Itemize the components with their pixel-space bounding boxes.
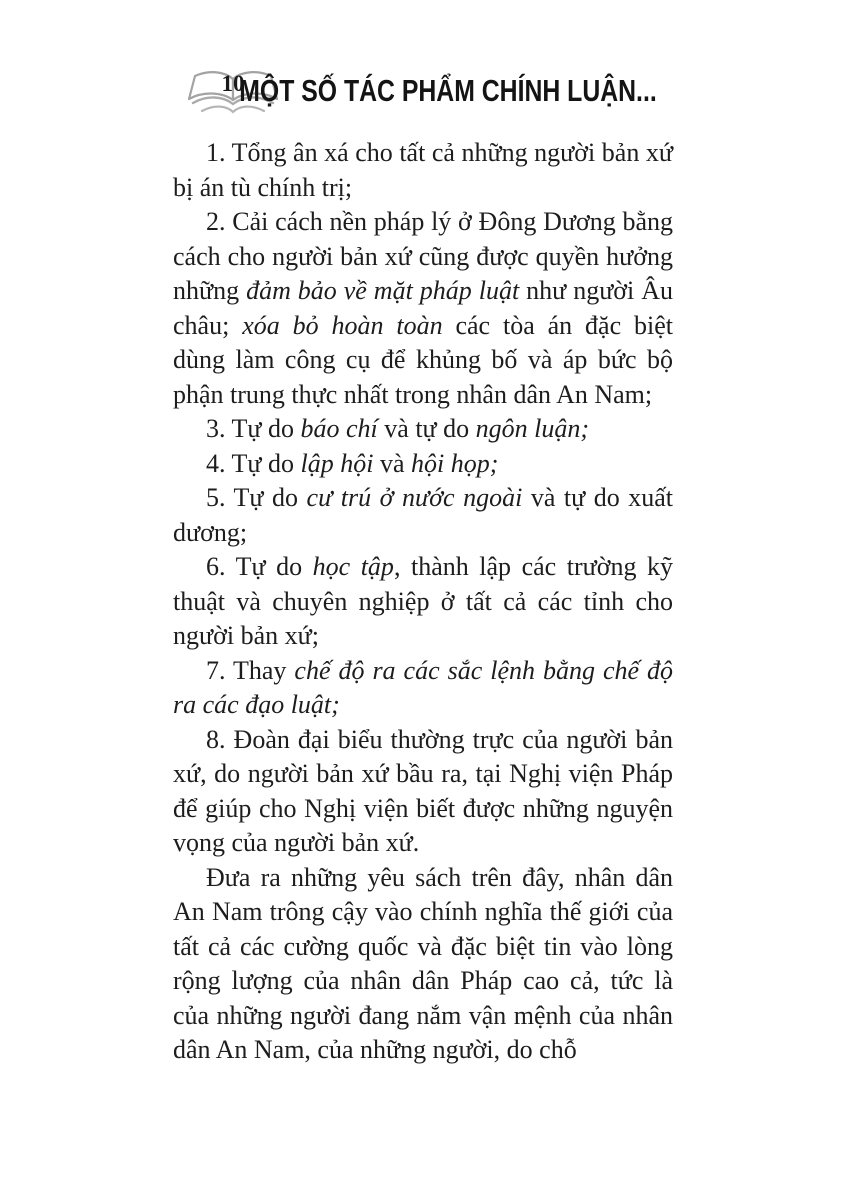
- text-run: , thành lập các trường kỹ thuật và chuyên nghiệp ở tất cả các tỉnh cho người bản xứ;: [173, 552, 673, 650]
- italic-text-run: ngôn luận;: [475, 414, 590, 443]
- running-title: MỘT SỐ TÁC PHẨM CHÍNH LUẬN...: [239, 73, 657, 108]
- text-run: 7. Thay: [206, 655, 295, 685]
- italic-text-run: học tập: [312, 552, 394, 581]
- text-run: và tự do: [377, 414, 476, 443]
- text-run: như người Âu châu;: [173, 276, 674, 340]
- text-run: Đưa ra những yêu sách trên đây, nhân dân An Nam trông cậy vào chính nghĩa thế giới của tất cả các cường quốc và đặc biệt tin vào lòng rộng lượng của nhân dân Pháp cao cả, tức là của những người đang nắm vận mệnh của nhân dân An Nam, của những người, do chỗ: [173, 862, 673, 1064]
- text-run: 8. Đoàn đại biểu thường trực của người bản xứ, do người bản xứ bầu ra, tại Nghị viện Pháp để giúp cho Nghị viện biết được những nguyện vọng của người bản xứ.: [173, 724, 673, 857]
- text-run: và tự do xuất dương;: [173, 483, 673, 547]
- text-run: 3. Tự do: [206, 414, 301, 443]
- paragraph: [173, 550, 673, 654]
- italic-text-run: cư trú ở nước ngoài: [306, 483, 523, 512]
- paragraph: [173, 723, 673, 861]
- text-run: 2. Cải cách nền pháp lý ở Đông Dương bằng cách cho người bản xứ cũng được quyền hưởng những: [173, 207, 673, 305]
- body-text: [173, 136, 673, 1068]
- italic-text-run: xóa bỏ hoàn toàn: [242, 310, 443, 340]
- italic-text-run: báo chí: [300, 414, 378, 443]
- italic-text-run: lập hội: [300, 448, 374, 478]
- text-run: 5. Tự do: [206, 483, 307, 512]
- paragraph: [173, 481, 673, 550]
- text-run: 4. Tự do: [206, 448, 301, 478]
- paragraph: [173, 136, 673, 205]
- italic-text-run: hội họp;: [411, 448, 499, 478]
- text-run: các tòa án đặc biệt dùng làm công cụ để khủng bố và áp bức bộ phận trung thực nhất trong nhân dân An Nam;: [173, 310, 673, 409]
- text-run: và: [373, 448, 412, 478]
- text-run: 6. Tự do: [206, 552, 313, 581]
- italic-text-run: đảm bảo về mặt pháp luật: [246, 276, 520, 305]
- paragraph: [173, 412, 673, 447]
- paragraph: [173, 447, 673, 482]
- paragraph: [173, 654, 673, 723]
- page-number: 10: [221, 71, 245, 96]
- paragraph: [173, 205, 673, 412]
- text-run: 1. Tổng ân xá cho tất cả những người bản xứ bị án tù chính trị;: [173, 138, 673, 202]
- italic-text-run: chế độ ra các sắc lệnh bằng chế độ ra các đạo luật;: [173, 655, 673, 719]
- paragraph: [173, 861, 673, 1068]
